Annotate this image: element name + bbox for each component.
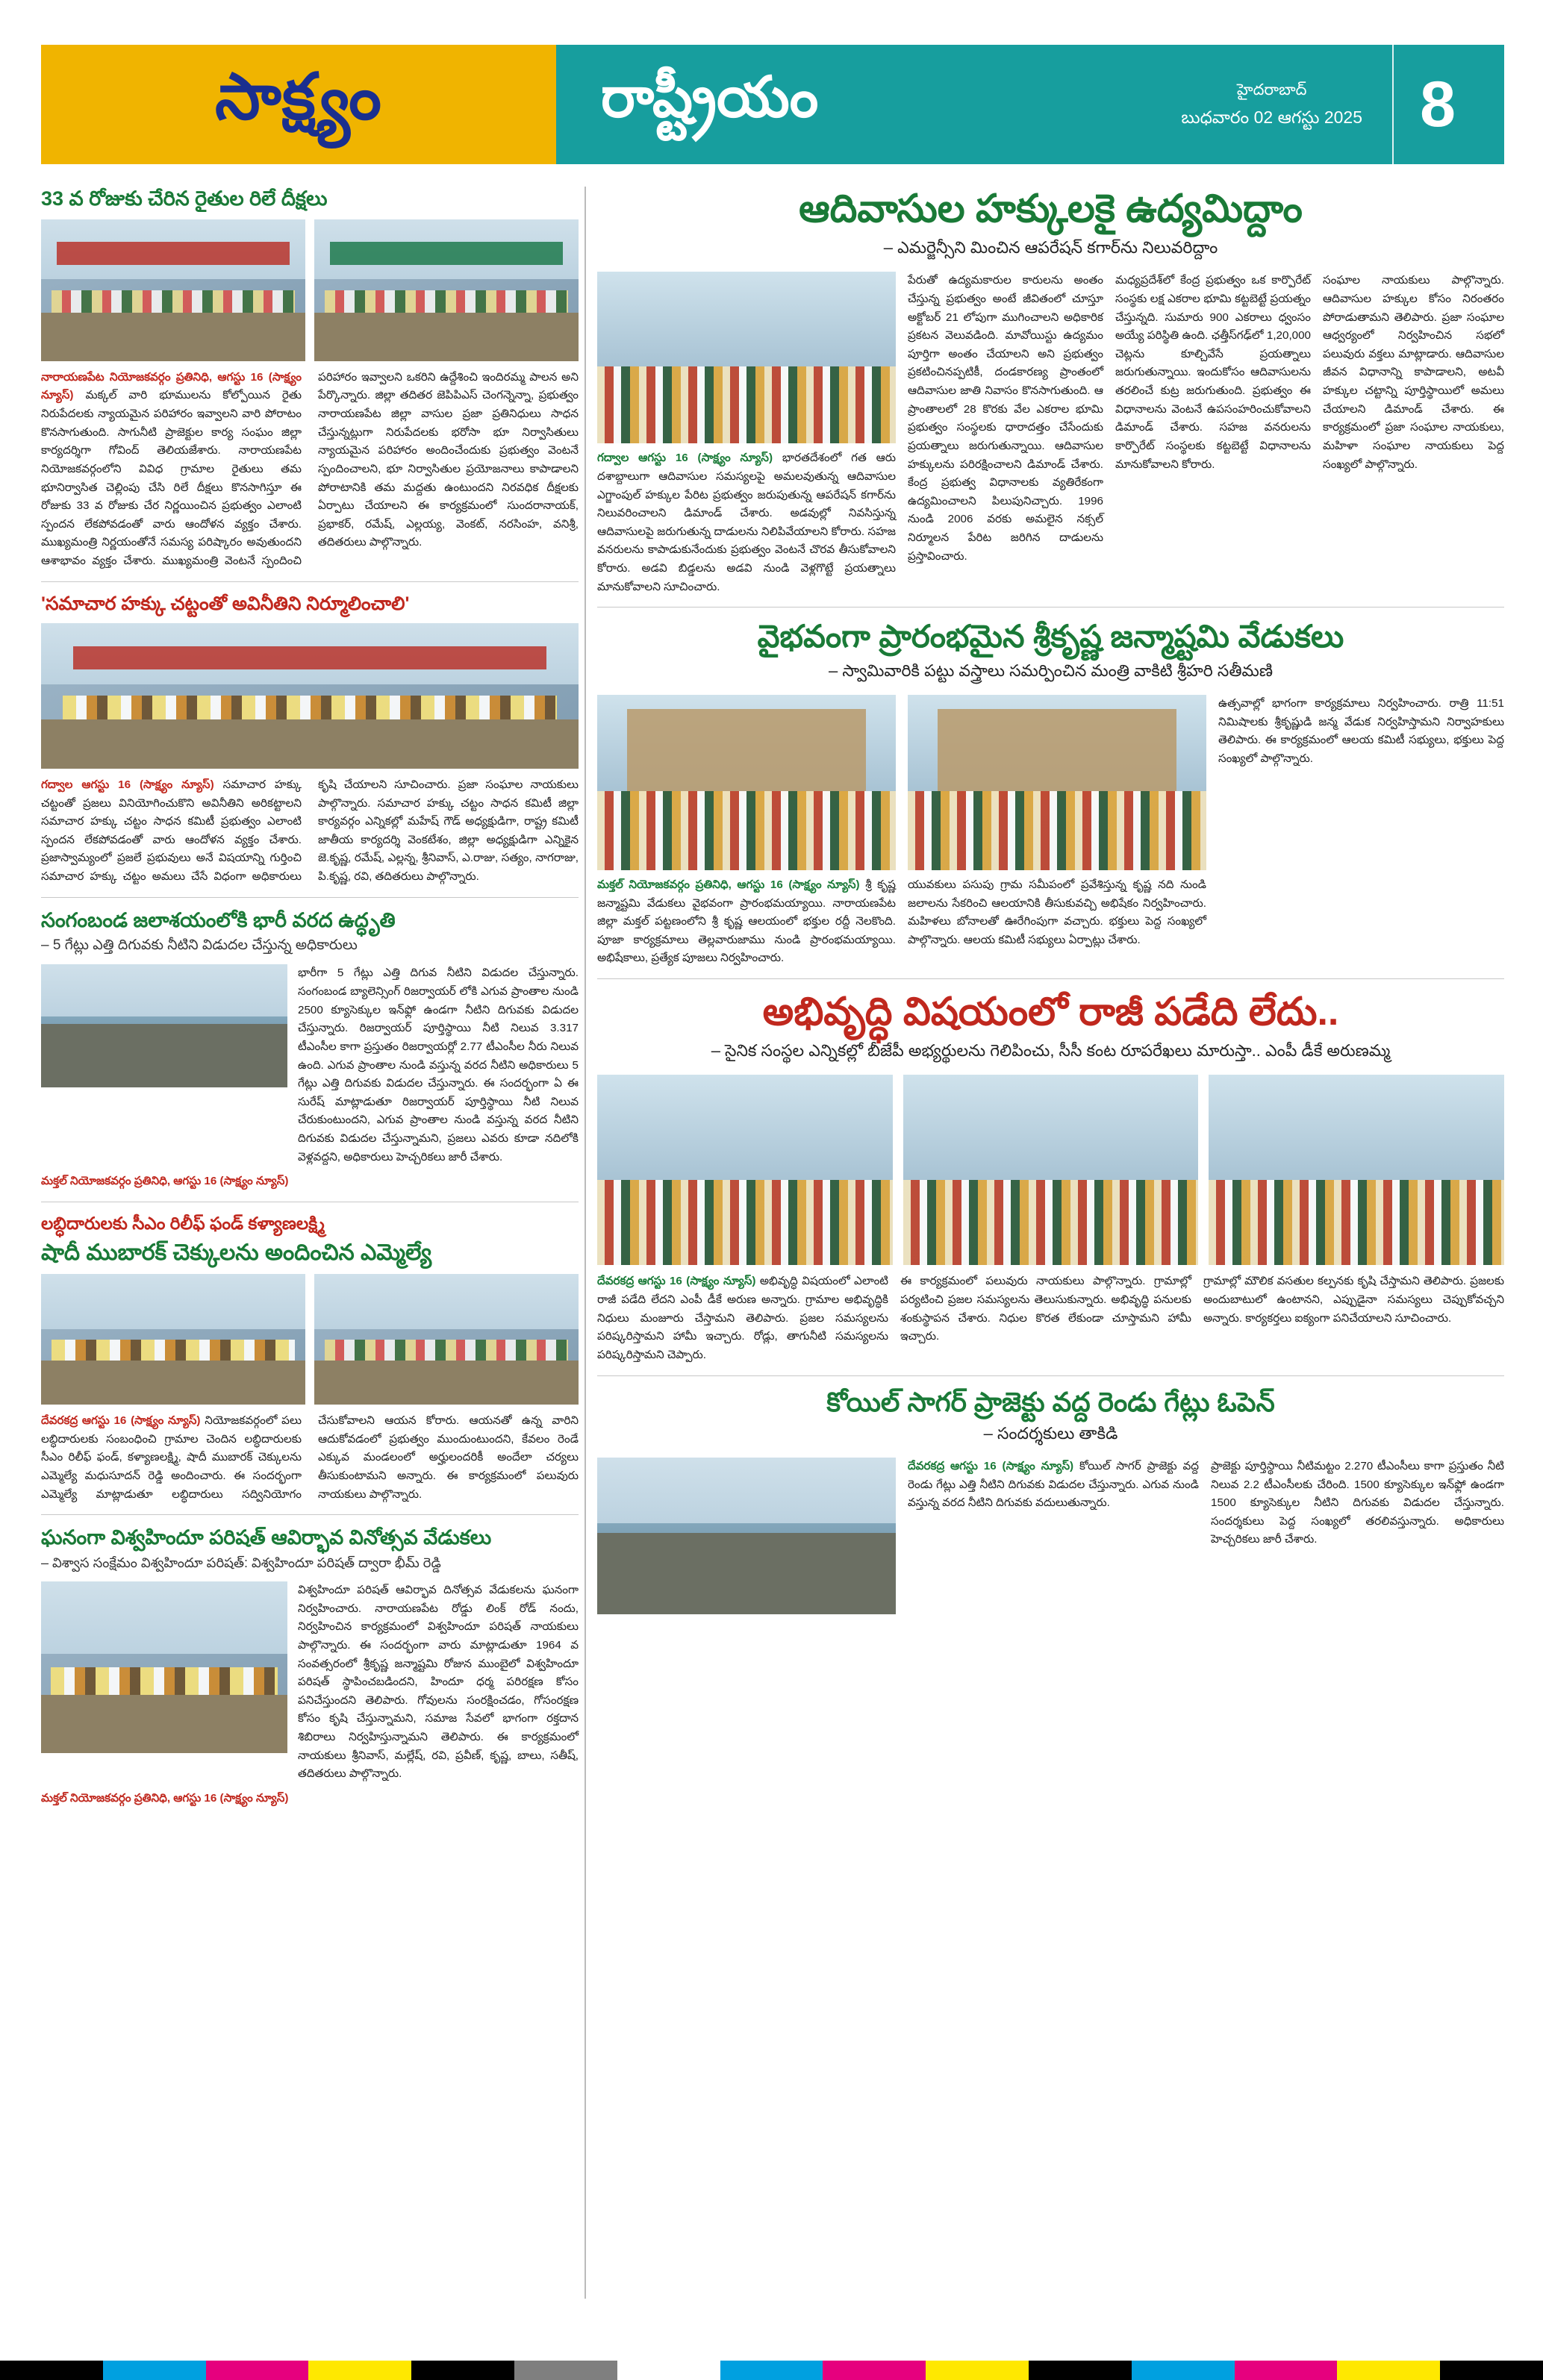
left-column [41,187,579,1808]
article-headline: అభివృద్ధి విషయంలో రాజీ పడేది లేదు.. [762,990,1339,1034]
article-sangambanda [41,908,579,1191]
color-swatch [1440,2361,1543,2380]
color-swatch [1235,2361,1338,2380]
article-text: సమాచార హక్కు చట్టంతో ప్రజలు వినియోగించుకొని అవినీతిని అరికట్టాలని సమాచార హక్కు చట్టం సాధన కమిటీ ప్రభుత్వం ఎలాంటి స్పందన లేకపోవడంతో వారు ఆందోళన వ్యక్తం చేశారు. ప్రజాస్వామ్యంలో ప్రజలే ప్రభువులు అనే విషయాన్ని గుర్తించి సమాచార హక్కు చట్టం అమలు చేసే విధంగా అధికారులు కృషి చేయాలని సూచించారు. ప్రజా సంఘాల నాయకులు పాల్గొన్నారు. సమాచార హక్కు చట్టం సాధన కమిటీ జిల్లా కార్యవర్గం ఎన్నికల్లో మహేష్ గౌడ్ అధ్యక్షుడిగా, రాష్ట్ర కమిటీ జాతీయ కార్యదర్శి వెంకటేశం, జిల్లా అధ్యక్షుడిగా ఎన్నికైన జె.కృష్ణ, రమేష్, ఎల్లన్న, శ్రీనివాస్, ఎ.రాజు, సత్యం, నాగరాజు, పి.కృష్ణ, రవి, తదితరులు పాల్గొన్నారు. [41,778,579,883]
registration-color-bar [0,2361,1543,2380]
article-text-top: భారీగా 5 గేట్లు ఎత్తి దిగువ నీటిని విడుదల చేస్తున్నారు. సంగంబండ బ్యాలెన్సింగ్ రిజర్వాయర్ లోకి ఎగువ ప్రాంతాల నుండి 2500 క్యూసెక్కుల ఇన్‌ఫ్లో ఉండగా నీటిని దిగువకు విడుదల చేస్తున్నారు. రిజర్వాయర్ పూర్తిస్థాయి నీటి నిలువ 3.317 టీఎంసీల కాగా ప్రస్తుతం రిజర్వాయర్లో 2.77 టీఎంసీల నీరు నిలువ ఉంది. ఎగువ ప్రాంతాల నుండి వస్తున్న వరద నీటిని అధికారులు 5 గేట్లు ఎత్తి దిగువకు విడుదల చేస్తున్నారు. ఈ సందర్భంగా ఏ ఈ సురేష్ మాట్లాడుతూ రిజర్వాయర్ పూర్తిస్థాయి నీటి నిలువ చేరుకుంటుందని, ఎగువ ప్రాంతాల నుండి వస్తున్న వరద నీటిని దిగువకు విడుదల చేస్తున్నామని, ప్రజలు ఎవరు కూడా నదిలోకి వెళ్లవద్దని, అధికారులు హెచ్చరికలు జారీ చేశారు. [298,966,579,1164]
article-dek: – సైనిక సంస్థల ఎన్నికల్లో బీజేపీ అభ్యర్థులను గెలిపించు, సీసీ కంట రూపరేఖలు మారుస్తా.. ఎంపీ డీకే అరుణమ్మ [711,1041,1391,1061]
article-dek: – స్వామివారికి పట్టు వస్త్రాలు సమర్పించిన మంత్రి వాకిటి శ్రీహరి సతీమణి [829,660,1273,680]
article-dek: – విశ్వాస సంక్షేమం విశ్వహిందూ పరిషత్: విశ్వహిందూ పరిషత్ ద్వారా భీమ్ రెడ్డి [41,1555,441,1570]
article-vishwahindu-parishad [41,1525,579,1808]
edition-city: హైదరాబాద్ [1236,81,1307,99]
article-samachara-hakku [41,593,579,887]
dateline: గద్వాల ఆగస్టు 16 (సాక్ష్యం న్యూస్) [41,778,214,791]
article-photo [41,623,579,769]
divider [597,1375,1504,1376]
article-photo [41,1581,287,1753]
article-body-col1 [597,449,896,596]
article-body-col2: యువకులు పసుపు గ్రామ సమీపంలో ప్రవేశిస్తున్న కృష్ణ నది నుండి జలాలను సేకరించి ఆలయానికి తీసుకువచ్చి అభిషేకం నిర్వహించారు. మహిళలు బోనాలతో ఊరేగింపుగా వచ్చారు. భక్తులు పెద్ద సంఖ్యలో పాల్గొన్నారు. ఆలయ కమిటీ సభ్యులు ఏర్పాట్లు చేశారు. [908,878,1206,946]
article-headline: ఘనంగా విశ్వహిందూ పరిషత్ ఆవిర్భావ వినోత్సవ వేడుకలు [41,1526,492,1549]
article-photo [1209,1075,1504,1265]
article-photo [908,695,1206,870]
divider [41,897,579,898]
article-body-col1 [597,876,896,968]
article-photo [597,695,896,870]
article-dek: – సందర్శకులు తాకిడి [983,1423,1118,1443]
color-swatch [103,2361,206,2380]
article-headline: 33 వ రోజుకు చేరిన రైతుల రిలే దీక్షలు [41,187,328,210]
article-photos [41,219,579,361]
color-swatch [514,2361,617,2380]
article-photo [41,219,305,361]
divider [597,607,1504,608]
dateline: నారాయణపేట నియోజకవర్గం ప్రతినిధి, ఆగస్టు 16 (సాక్ష్యం న్యూస్) [41,370,302,402]
color-swatch [206,2361,309,2380]
article-text-col1: అభివృద్ధి విషయంలో ఎలాంటి రాజీ పడేది లేదని ఎంపీ డీకే అరుణ అన్నారు. గ్రామాల అభివృద్ధికి నిధులు మంజూరు చేస్తామని తెలిపారు. ప్రజల సమస్యలను పరిష్కరిస్తామని హామీ ఇచ్చారు. రోడ్లు, తాగునీటి సమస్యలను పరిష్కరిస్తామని చెప్పారు. [597,1275,888,1361]
article-headline: సంగంబండ జలాశయంలోకి భారీ వరద ఉద్ధృతి [41,908,396,931]
dateline: దేవరకద్ర ఆగస్టు 16 (సాక్ష్యం న్యూస్) [908,1459,1074,1472]
column-divider [585,187,586,2299]
article-body-col3: గ్రామాల్లో మౌలిక వసతుల కల్పనకు కృషి చేస్తామని తెలిపారు. ప్రజలకు అందుబాటులో ఉంటానని, ఎప్పుడైనా సమస్యలు చెప్పుకోవచ్చని అన్నారు. కార్యకర్తలు ఐక్యంగా పనిచేయాలని సూచించారు. [1203,1275,1504,1325]
article-text-col1: శ్రీ కృష్ణ జన్మాష్టమి వేడుకలు వైభవంగా ప్రారంభమయ్యాయి. నారాయణపేట జిల్లా మక్తల్ పట్టణంలోని శ్రీ కృష్ణ ఆలయంలో భక్తుల రద్దీ నెలకొంది. పూజా కార్యక్రమాలు తెల్లవారుజాము నుండి ప్రారంభమయ్యాయి. అభిషేకాలు, ప్రత్యేక పూజలు నిర్వహించారు. [597,878,896,965]
article-text: మక్కల్ వారి భూములను కోల్పోయిన రైతు నిరుపేదలకు న్యాయమైన పరిహారం ఇవ్వాలని వారి పోరాటం కొనసాగుతుంది. సాగునీటి ప్రాజెక్టుల కార్య సంఘం జిల్లా కార్యదర్శిగా గోవింద్ తెలియజేశారు. నారాయణపేట నియోజకవర్గంలోని వివిధ గ్రామాల రైతులు తమ భూనిర్వాసిత చెల్లింపు చేసి రిలే దీక్షలు కొనసాగిస్తూ ఈ రోజుకు 33 వ రోజుకు చేర నిర్ణయించిన ప్రభుత్వం ఎలాంటి స్పందన లేకపోవడంతో వారు ఆందోళన వ్యక్తం చేశారు. ముఖ్యమంత్రి నిర్ణయంతోనే సమస్య పరిష్కారం అవుతుందని ఆశాభావం వ్యక్తం చేశారు. ముఖ్యమంత్రి వెంటనే స్పందించి పరిహారం ఇవ్వాలని ఒకరిని ఉద్దేశించి ఇందిరమ్మ పాలన అని పేర్కొన్నారు. జిల్లా తదితర జెపిపిఎస్ చెంగన్నెన్నా, ప్రభుత్వం నారాయణపేట జిల్లా వాసుల ప్రజా ప్రతినిధులు సాధన చేస్తున్నట్లుగా నిరుపేదలకు భరోసా భూ నిర్వాసితులు న్యాయమైన పరిహారం అందించేందుకు ప్రభుత్వం వెంటనే స్పందించాలని, భూ నిర్వాసితుల ప్రయోజనాలు కాపాడాలని పోరాటానికి తమ మద్దతు ఉంటుందని నిరవధిక దీక్షలకు ఏర్పాటు చేయాలని ఈ కార్యక్రమంలో సుందరానాయక్, ప్రభాకర్, రమేష్, ఎల్లయ్య, వెంకట్, నరసింహ, వనిశ్రీ, తదితరులు పాల్గొన్నారు. [41,370,579,567]
article-text-col1: భారతదేశంలో గత ఆరు దశాబ్దాలుగా ఆదివాసుల సమస్యలపై అమలవుతున్న ఆదివాసుల ఎగ్జాంపుల్ హక్కుల పేరిట ప్రభుత్వం జరుపుతున్న ఆపరేషన్ కగార్‌ను నిలువరించాలని డిమాండ్ చేశారు. అడవుల్లో నివసిస్తున్న ఆదివాసులపై జరుగుతున్న దాడులను నిలిపివేయాలని కోరారు. సహజ వనరులను కాపాడుకునేందుకు ప్రభుత్వం వెంటనే చొరవ తీసుకోవాలని కోరారు. అడవి బిడ్డలను అడవి నుండి వెళ్లగొట్టే ప్రయత్నాలు మానుకోవాలని సూచించారు. [597,452,896,593]
divider [41,581,579,582]
article-body-top [298,1581,579,1784]
dateline: దేవరకద్ర ఆగస్టు 16 (సాక్ష్యం న్యూస్) [597,1275,756,1288]
article-photos [41,1274,579,1405]
article-body-col4: సంఘాల నాయకులు పాల్గొన్నారు. ఆదివాసుల హక్కుల కోసం నిరంతరం పోరాడుతామని తెలిపారు. ప్రజా సంఘాల ఆధ్వర్యంలో నిర్వహించిన సభలో పలువురు వక్తలు మాట్లాడారు. ఆదివాసుల జీవన విధానాన్ని కాపాడాలని, అటవీ హక్కుల చట్టాన్ని పూర్తిస్థాయిలో అమలు చేయాలని డిమాండ్ చేశారు. ఈ కార్యక్రమంలో ప్రజా సంఘాల నాయకులు, మహిళా సంఘాల నాయకులు పెద్ద సంఖ్యలో పాల్గొన్నారు. [1323,274,1504,471]
color-swatch [1337,2361,1440,2380]
masthead-title-block [556,45,1504,164]
article-photo [903,1075,1199,1265]
masthead-logo-block [41,45,556,164]
color-swatch [926,2361,1029,2380]
article-headline: షాదీ ముబారక్ చెక్కులను అందించిన ఎమ్మెల్యే [41,1240,432,1265]
article-body-col2: ప్రాజెక్టు పూర్తిస్థాయి నీటిమట్టం 2.270 టీఎంసీలు కాగా ప్రస్తుతం నీటి నిలువ 2.2 టీఎంసీలకు చేరింది. 1500 క్యూసెక్కుల ఇన్‌ఫ్లో ఉండగా 1500 క్యూసెక్కుల నీటిని దిగువకు విడుదల చేస్తున్నారు. సందర్శకులు పెద్ద సంఖ్యలో తరలివస్తున్నారు. అధికారులు హెచ్చరికలు జారీ చేశారు. [1211,1459,1504,1546]
article-body [41,776,579,887]
article-photo [41,1274,305,1405]
publication-logo: సాక్ష్యం [215,60,382,133]
article-body-col1 [908,1458,1199,1614]
color-swatch [1029,2361,1132,2380]
article-text-top: విశ్వహిందూ పరిషత్ ఆవిర్భావ దినోత్సవ వేడుకలను ఘనంగా నిర్వహించారు. నారాయణపేట రోడ్డు లింక్ రోడ్ నందు, నిర్వహించిన కార్యక్రమంలో విశ్వహిందూ పరిషత్ నాయకులు పాల్గొన్నారు. ఈ సందర్భంగా వారు మాట్లాడుతూ 1964 వ సంవత్సరంలో శ్రీకృష్ణ జన్మాష్టమి రోజున ముంబైలో విశ్వహిందూ పరిషత్ స్థాపించబడిందని, హిందూ ధర్మ పరిరక్షణ కోసం పనిచేస్తుందని తెలిపారు. గోవులను సంరక్షించడం, గోసంరక్షణ కోసం కృషి చేస్తున్నామని, సమాజ సేవలో భాగంగా రక్తదాన శిబిరాలు నిర్వహిస్తున్నామని తెలిపారు. ఈ కార్యక్రమంలో నాయకులు శ్రీనివాస్, మల్లేష్, రవి, ప్రవీణ్, కృష్ణ, బాలు, సతీష్, తదితరులు పాల్గొన్నారు. [298,1584,579,1781]
article-photo [314,219,579,361]
dateline: గద్వాల ఆగస్టు 16 (సాక్ష్యం న్యూస్) [597,452,773,465]
dateline: దేవరకద్ర ఆగస్టు 16 (సాక్ష్యం న్యూస్) [41,1414,201,1428]
main-column [597,187,1504,1614]
article-photo [41,964,287,1087]
page-number: 8 [1392,45,1482,164]
dateline: మక్తల్ నియోజకవర్గం ప్రతినిధి, ఆగస్టు 16 (సాక్ష్యం న్యూస్) [597,878,860,891]
article-body-col3: మధ్యప్రదేశ్‌లో కేంద్ర ప్రభుత్వం ఒక కార్పొరేట్ సంస్థకు లక్ష ఎకరాల భూమి కట్టబెట్టే ప్రయత్నం చేస్తున్నది. సుమారు 900 ఎకరాలు ధ్వంసం అయ్యే పరిస్థితి ఉంది. ఛత్తీస్‌గఢ్‌లో 1,20,000 చెట్లను కూల్చివేసే ప్రయత్నాలు జరుగుతున్నాయి. ఇందుకోసం ఆదివాసులను తరలించే కుట్ర జరుగుతుంది. ప్రభుత్వం ఈ విధానాలను వెంటనే ఉపసంహరించుకోవాలని డిమాండ్ చేశారు. సహజ వనరులను కార్పొరేట్ సంస్థలకు కట్టబెట్టే విధానాలను మానుకోవాలని కోరారు. [1115,274,1311,471]
article-dek: – ఎమర్జెన్సీని మించిన ఆపరేషన్ కగార్‌ను నిలువరిద్దాం [883,238,1218,257]
article-farmers-deeksha [41,187,579,571]
article-dek: – 5 గేట్లు ఎత్తి దిగువకు నీటిని విడుదల చేస్తున్న అధికారులు [41,937,358,954]
article-body [41,1412,579,1504]
masthead-meta [1181,45,1362,164]
article-headline: ఆదివాసుల హక్కులకై ఉద్యమిద్దాం [799,187,1303,231]
masthead [41,45,1504,164]
article-headline: కోయిల్ సాగర్ ప్రాజెక్టు వద్ద రెండు గేట్లు ఓపెన్ [826,1386,1275,1417]
divider [41,1514,579,1515]
article-photos [597,1075,1504,1265]
color-swatch [0,2361,103,2380]
article-body-col1 [597,1272,888,1364]
section-title: రాష్ట్రీయం [601,66,819,129]
article-cm-relief-fund [41,1213,579,1504]
article-body-col2: పేరుతో ఉద్యమకారుల కారులను అంతం చేస్తున్న ప్రభుత్వం అంటే జీవితంలో చూస్తూ అక్టోబర్ 21 లోపుగా ముగించాలని అధికారిక ప్రకటన వెలువడింది. మావోయిస్టు ఉద్యమం పూర్తిగా అంతం చేయాలని అని ప్రభుత్వం ప్రకటించినప్పటికీ, దండకారణ్య ప్రాంతంలో ఆదివాసుల జాతి నివాసం కొనసాగుతుంది. ఆ ప్రాంతాలలో 28 కొరకు వేల ఎకరాల భూమి ప్రభుత్వం సంస్థలకు ధారాదత్తం చేసేందుకు ప్రయత్నాలు జరుగుతున్నాయి. ఆదివాసుల హక్కులను పరిరక్షించాలని డిమాండ్ చేశారు. కేంద్ర ప్రభుత్వ విధానాలకు వ్యతిరేకంగా ఉద్యమించాలని పిలుపునిచ్చారు. 1996 నుండి 2006 వరకు అమలైన నక్సల్ నిర్మూలన పేరిట జరిగిన దాడులను ప్రస్తావించారు. [908,274,1103,563]
color-swatch [1132,2361,1235,2380]
article-photo [597,272,896,443]
article-photo [597,1458,896,1614]
article-krishna-janmashtami [597,618,1504,968]
article-body-top [298,964,579,1166]
article-body-col3: ఉత్సవాల్లో భాగంగా కార్యక్రమాలు నిర్వహించారు. రాత్రి 11:51 నిమిషాలకు శ్రీకృష్ణుడి జన్మ వేడుక నిర్వహిస్తామని నిర్వాహకులు తెలిపారు. ఈ కార్యక్రమంలో ఆలయ కమిటీ సభ్యులు, భక్తులు పెద్ద సంఖ్యలో పాల్గొన్నారు. [1218,696,1504,765]
edition-date: బుధవారం 02 ఆగస్టు 2025 [1181,107,1362,128]
article-text-col1: కోయిల్ సాగర్ ప్రాజెక్టు వద్ద రెండు గేట్లు ఎత్తి నీటిని దిగువకు విడుదల చేస్తున్నారు. ఎగువ నుండి వస్తున్న వరద నీటిని దిగువకు వదులుతున్నారు. [908,1459,1199,1510]
color-swatch [720,2361,823,2380]
article-development [597,990,1504,1364]
article-koilsagar-gates [597,1387,1504,1614]
article-photo [314,1274,579,1405]
article-body [41,1790,579,1808]
article-body [41,369,579,571]
article-headline: 'సమాచార హక్కు చట్టంతో అవినీతిని నిర్మూలించాలి' [41,593,410,614]
color-swatch [823,2361,926,2380]
color-swatch [617,2361,720,2380]
article-adivasi-rights [597,187,1504,596]
article-headline: వైభవంగా ప్రారంభమైన శ్రీకృష్ణ జన్మాష్టమి వేడుకలు [757,619,1344,655]
article-body-col2: ఈ కార్యక్రమంలో పలువురు నాయకులు పాల్గొన్నారు. గ్రామాల్లో పర్యటించి ప్రజల సమస్యలను తెలుసుకున్నారు. అభివృద్ధి పనులకు శంకుస్థాపన చేశారు. నిధుల కొరత లేకుండా చూస్తామని హామీ ఇచ్చారు. [900,1275,1191,1343]
color-swatch [308,2361,411,2380]
article-photo [597,1075,893,1265]
color-swatch [411,2361,514,2380]
article-kicker: లబ్ధిదారులకు సీఎం రిలీఫ్ ఫండ్ కళ్యాణలక్ష్మి [41,1213,325,1233]
dateline: మక్తల్ నియోజకవర్గం ప్రతినిధి, ఆగస్టు 16 (సాక్ష్యం న్యూస్) [41,1791,289,1805]
divider [597,978,1504,979]
article-body [41,1172,579,1191]
dateline: మక్తల్ నియోజకవర్గం ప్రతినిధి, ఆగస్టు 16 (సాక్ష్యం న్యూస్) [41,1175,289,1188]
article-text: నియోజకవర్గంలో పలు లబ్ధిదారులకు సంబంధించి గ్రామాల చెందిన లబ్ధిదారులకు సీఎం రిలీఫ్ ఫండ్, కళ్యాణలక్ష్మి, షాదీ ముబారక్ చెక్కులను ఎమ్మెల్యే మధుసూదన్ రెడ్డి అందించారు. ఈ సందర్భంగా ఎమ్మెల్యే మాట్లాడుతూ లబ్ధిదారులు సద్వినియోగం చేసుకోవాలని ఆయన కోరారు. ఆయనతో ఉన్న వారిని ఆదుకోవడంలో ప్రభుత్వం ముందుంటుందని, కేవలం రెండే ఎక్కువ మండలంలో అర్హులందరికీ అందేలా చర్యలు తీసుకుంటామని అన్నారు. ఈ కార్యక్రమంలో పలువురు నాయకులు పాల్గొన్నారు. [41,1414,579,1501]
